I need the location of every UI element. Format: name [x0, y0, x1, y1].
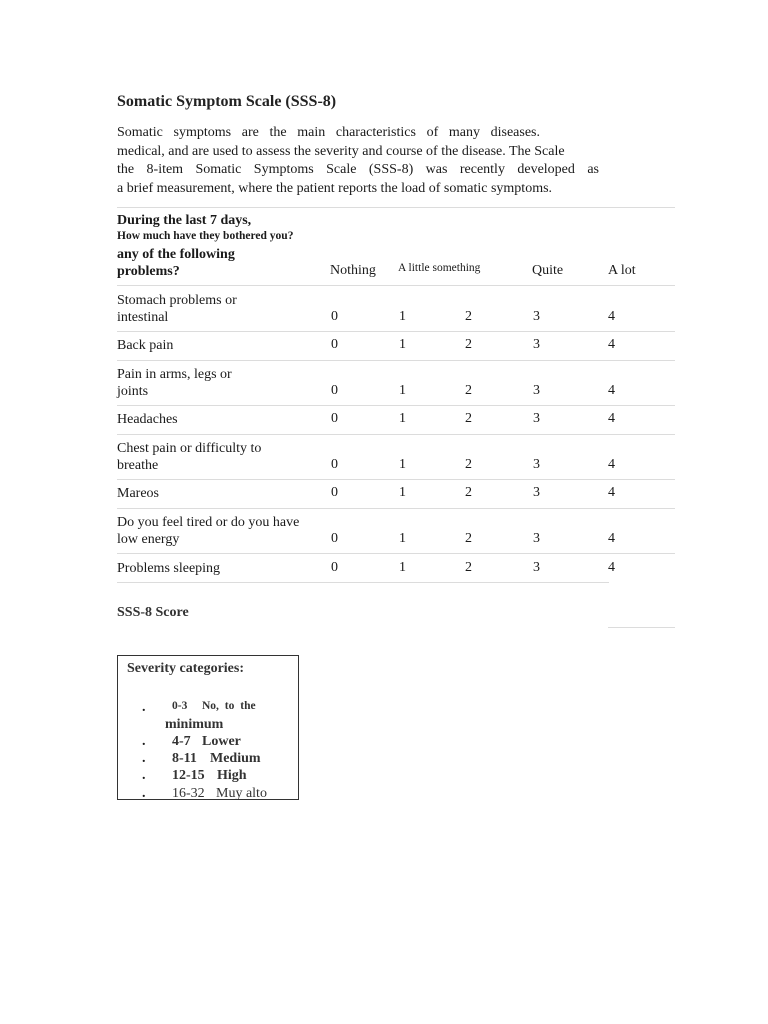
severity-title: Severity categories:	[127, 661, 244, 676]
question-line-3: any of the following problems?	[117, 247, 235, 279]
header-divider	[117, 285, 675, 286]
score-option-4[interactable]: 4	[608, 383, 615, 398]
score-option-2[interactable]: 2	[465, 560, 472, 575]
severity-range: 0-3	[172, 700, 188, 712]
symptom-label: Mareos	[117, 486, 159, 501]
table-row	[117, 292, 675, 330]
score-option-3[interactable]: 3	[533, 337, 540, 352]
column-header-a-little: A little something	[398, 262, 481, 274]
symptom-label: Problems sleeping	[117, 561, 221, 576]
severity-label: High	[217, 768, 247, 783]
severity-categories-box	[117, 655, 299, 800]
score-option-1[interactable]: 1	[399, 485, 406, 500]
bullet-icon: .	[142, 768, 146, 783]
score-option-3[interactable]: 3	[533, 531, 540, 546]
score-option-4[interactable]: 4	[608, 457, 615, 472]
score-option-4[interactable]: 4	[608, 411, 615, 426]
score-option-0[interactable]: 0	[331, 337, 338, 352]
score-option-4[interactable]: 4	[608, 560, 615, 575]
score-option-1[interactable]: 1	[399, 309, 406, 324]
score-option-4[interactable]: 4	[608, 309, 615, 324]
column-header-a-lot: A lot	[608, 263, 636, 278]
symptom-label: Headaches	[117, 412, 178, 427]
intro-paragraph	[117, 124, 615, 198]
intro-line: medical, and are used to assess the severity and course of the disease. The Scale	[117, 143, 565, 159]
score-option-0[interactable]: 0	[331, 531, 338, 546]
bullet-icon: .	[142, 751, 146, 766]
intro-line: Somatic symptoms are the main characteristics of many diseases.	[117, 125, 540, 140]
score-option-3[interactable]: 3	[533, 457, 540, 472]
symptom-label: Do you feel tired or do you have low energy	[117, 515, 300, 547]
score-option-3[interactable]: 3	[533, 560, 540, 575]
severity-label: No, to the	[202, 700, 256, 712]
severity-range: 12-15	[172, 768, 205, 783]
row-divider	[117, 508, 675, 509]
score-option-2[interactable]: 2	[465, 457, 472, 472]
severity-label: Muy alto	[216, 786, 267, 800]
row-divider	[117, 553, 675, 554]
table-row	[117, 485, 675, 505]
score-option-3[interactable]: 3	[533, 309, 540, 324]
score-option-3[interactable]: 3	[533, 411, 540, 426]
bullet-icon: .	[142, 700, 146, 715]
row-divider	[117, 331, 675, 332]
column-header-quite: Quite	[532, 263, 564, 278]
score-option-0[interactable]: 0	[331, 383, 338, 398]
page-title: Somatic Symptom Scale (SSS-8)	[117, 93, 337, 110]
severity-range: 4-7	[172, 734, 191, 749]
symptom-label: Stomach problems or intestinal	[117, 293, 237, 325]
divider	[117, 207, 675, 208]
score-option-3[interactable]: 3	[533, 485, 540, 500]
table-row	[117, 411, 675, 431]
score-option-2[interactable]: 2	[465, 337, 472, 352]
table-row	[117, 560, 675, 580]
bullet-icon: .	[142, 734, 146, 749]
score-option-0[interactable]: 0	[331, 457, 338, 472]
row-divider	[117, 434, 675, 435]
score-option-0[interactable]: 0	[331, 485, 338, 500]
score-option-2[interactable]: 2	[465, 309, 472, 324]
score-option-2[interactable]: 2	[465, 383, 472, 398]
symptom-label: Pain in arms, legs or joints	[117, 367, 232, 399]
table-row	[117, 514, 675, 552]
score-option-0[interactable]: 0	[331, 309, 338, 324]
row-divider	[117, 360, 675, 361]
score-option-0[interactable]: 0	[331, 411, 338, 426]
score-option-2[interactable]: 2	[465, 531, 472, 546]
table-row	[117, 337, 675, 357]
score-option-3[interactable]: 3	[533, 383, 540, 398]
score-option-1[interactable]: 1	[399, 457, 406, 472]
severity-label-cont: minimum	[165, 717, 224, 732]
severity-range: 8-11	[172, 751, 197, 766]
score-option-1[interactable]: 1	[399, 531, 406, 546]
symptom-label: Chest pain or difficulty to breathe	[117, 441, 262, 473]
score-option-2[interactable]: 2	[465, 411, 472, 426]
score-option-4[interactable]: 4	[608, 485, 615, 500]
symptom-label: Back pain	[117, 338, 174, 353]
score-option-1[interactable]: 1	[399, 383, 406, 398]
score-label: SSS-8 Score	[117, 605, 189, 620]
score-option-2[interactable]: 2	[465, 485, 472, 500]
intro-line: a brief measurement, where the patient reports the load of somatic symptoms.	[117, 180, 553, 196]
table-row	[117, 440, 675, 478]
question-line-1: During the last 7 days,	[117, 213, 252, 228]
severity-label: Lower	[202, 734, 241, 749]
column-header-nothing: Nothing	[330, 263, 376, 278]
row-divider	[117, 405, 675, 406]
row-divider	[117, 582, 609, 583]
row-divider	[117, 479, 675, 480]
score-option-1[interactable]: 1	[399, 411, 406, 426]
score-option-1[interactable]: 1	[399, 337, 406, 352]
score-option-4[interactable]: 4	[608, 337, 615, 352]
bullet-icon: .	[142, 786, 146, 800]
score-field-line[interactable]	[608, 627, 675, 628]
intro-line: the 8-item Somatic Symptoms Scale (SSS-8) was recently developed as	[117, 162, 599, 177]
severity-label: Medium	[210, 751, 261, 766]
score-option-0[interactable]: 0	[331, 560, 338, 575]
score-option-4[interactable]: 4	[608, 531, 615, 546]
severity-range: 16-32	[172, 786, 205, 800]
table-row	[117, 366, 675, 404]
question-line-2: How much have they bothered you?	[117, 230, 294, 242]
score-option-1[interactable]: 1	[399, 560, 406, 575]
